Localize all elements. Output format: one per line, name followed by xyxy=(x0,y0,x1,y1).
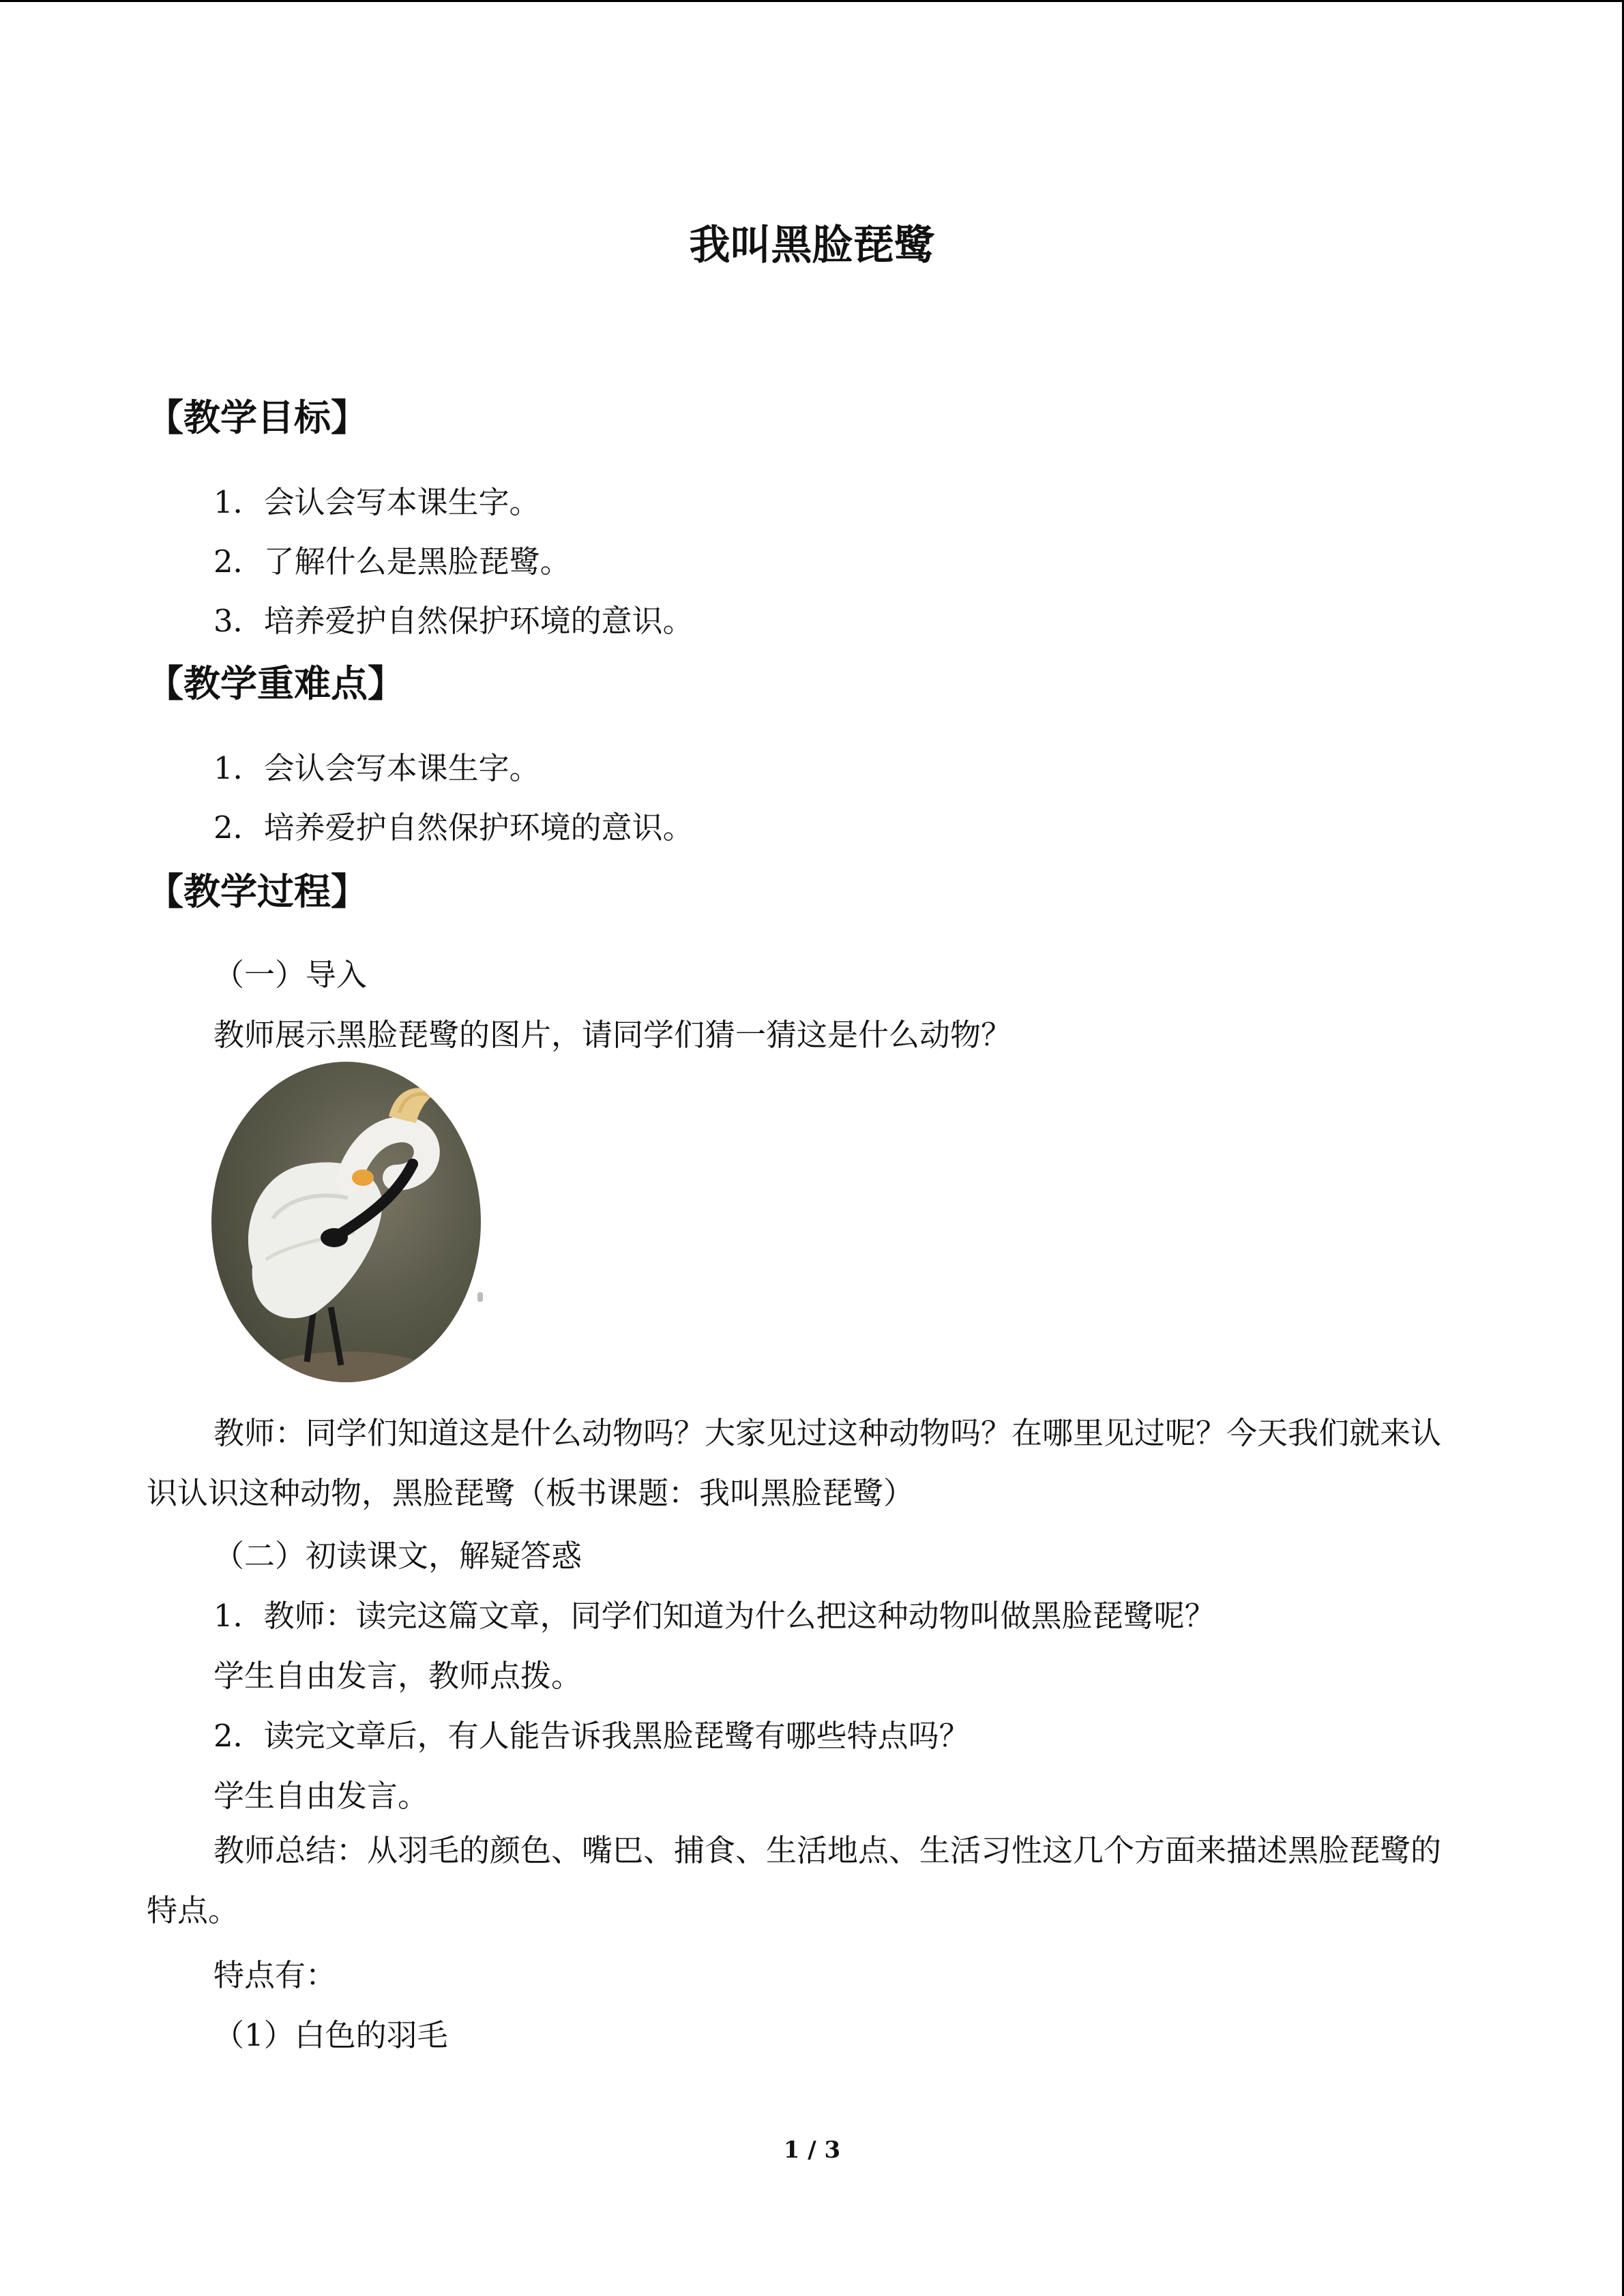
answer-2: 学生自由发言。 xyxy=(213,1778,429,1814)
goal-item-3: 3．培养爱护自然保护环境的意识。 xyxy=(213,603,694,639)
intro-text: 教师展示黑脸琵鹭的图片，请同学们猜一猜这是什么动物？ xyxy=(213,1017,1012,1053)
heading-keypoints: 【教学重难点】 xyxy=(147,662,404,705)
features-label: 特点有： xyxy=(213,1957,337,1993)
summary-paragraph: 教师总结：从羽毛的颜色、嘴巴、捕食、生活地点、生活习性这几个方面来描述黑脸琵鹭的特点。 xyxy=(147,1832,1442,1928)
document-title: 我叫黑脸琵鹭 xyxy=(689,222,935,269)
top-border xyxy=(0,0,1624,2)
question-1: 1．教师：读完这篇文章，同学们知道为什么把这种动物叫做黑脸琵鹭呢？ xyxy=(213,1598,1215,1634)
heading-process: 【教学过程】 xyxy=(147,870,368,913)
goal-item-1: 1．会认会写本课生字。 xyxy=(213,484,540,520)
heading-goals: 【教学目标】 xyxy=(147,396,368,439)
teacher-paragraph: 教师：同学们知道这是什么动物吗？大家见过这种动物吗？在哪里见过呢？今天我们就来认识认识这种动物，黑脸琵鹭（板书课题：我叫黑脸琵鹭） xyxy=(147,1415,1442,1511)
image-speck xyxy=(477,1292,483,1302)
goal-item-2: 2．了解什么是黑脸琵鹭。 xyxy=(213,543,571,580)
feature-1: （1）白色的羽毛 xyxy=(213,2017,448,2053)
intro-label: （一）导入 xyxy=(213,957,368,993)
part2-label: （二）初读课文，解疑答惑 xyxy=(213,1538,582,1574)
keypoint-item-1: 1．会认会写本课生字。 xyxy=(213,750,540,786)
spoonbill-photo xyxy=(211,1062,481,1382)
page-number: 1 / 3 xyxy=(783,2136,841,2164)
answer-1: 学生自由发言，教师点拨。 xyxy=(213,1658,582,1694)
keypoint-item-2: 2．培养爱护自然保护环境的意识。 xyxy=(213,809,694,846)
question-2: 2．读完文章后，有人能告诉我黑脸琵鹭有哪些特点吗？ xyxy=(213,1718,970,1754)
